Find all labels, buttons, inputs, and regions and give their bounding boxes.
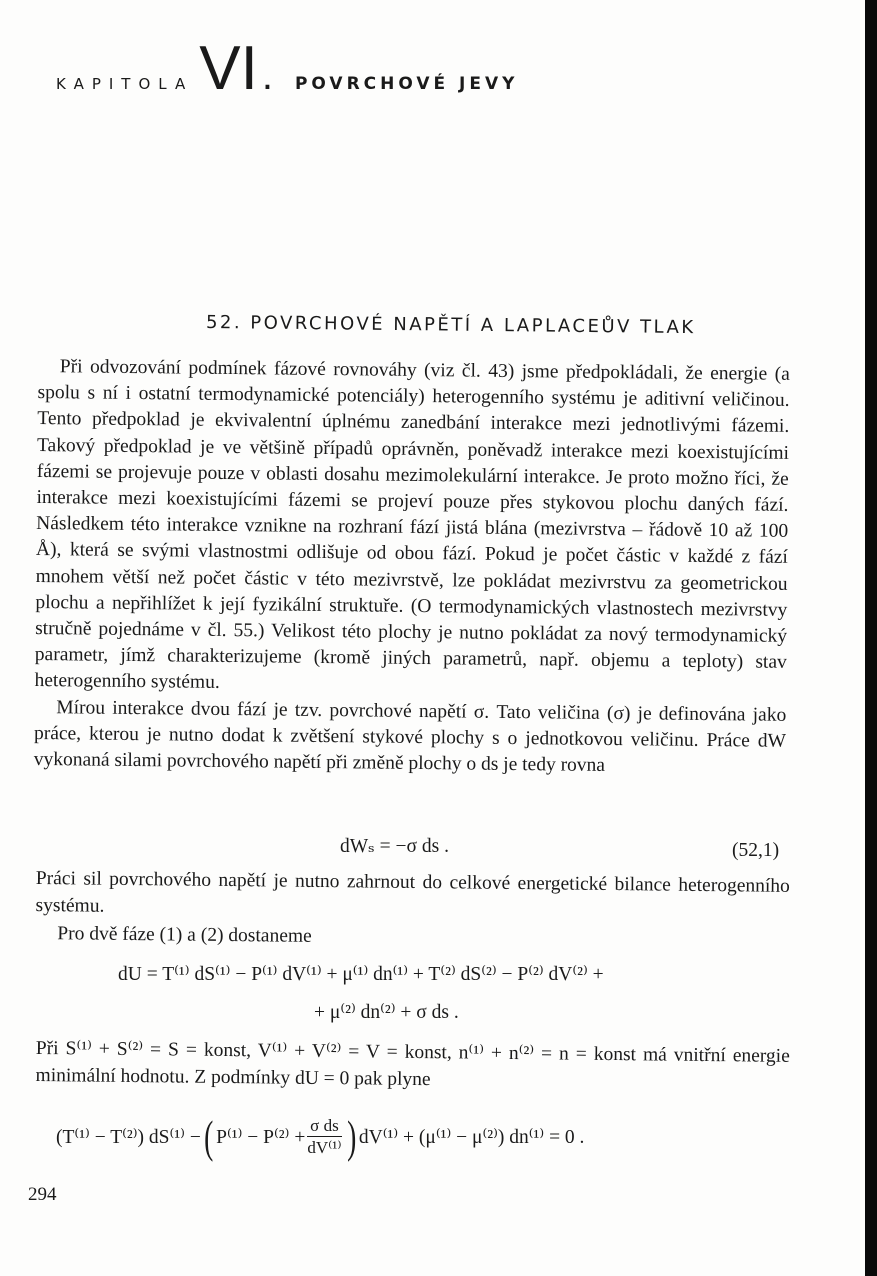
eq3-right: dV⁽¹⁾ + (μ⁽¹⁾ − μ⁽²⁾) dn⁽¹⁾ = 0 . [358,1127,585,1148]
equation-du-line2: + μ⁽²⁾ dn⁽²⁾ + σ ds . [314,1002,459,1023]
paragraph-3: Práci sil povrchového napětí je nutno zahrnout do celkové energetické bilance heterogenního systému. [35,867,790,917]
right-paren: ) [346,1111,356,1162]
fraction [307,1116,341,1158]
chapter-dot: . [261,54,273,98]
paragraph-block-2 [35,866,790,955]
fraction-denominator: dV⁽¹⁾ [307,1138,342,1157]
chapter-header [56,34,616,108]
paragraph-1: Při odvozování podmínek fázové rovnováhy (viz čl. 43) jsme předpokládali, že energie (a spolu s ní i ostatní termodynamické potenciály) heterogenního systému je aditivní veličinou. Tento předpoklad je ekvivalentní úplnému zanedbání interakce mezi jednotlivými fázemi. Takový předpoklad je ve většině případů oprávněn, poněvadž interakce mezi koexistujícími fázemi se projevuje pouze v oblasti dosahu mezimolekulární interakce. Je proto možno říci, že interakce mezi koexistujícími fázemi se projeví pouze přes stykovou plochu daných fází. Následkem této interakce vznikne na rozhraní fází jistá blána (mezivrstva – řádově 10 až 100 Å), která se svými vlastnostmi odlišuje od obou fází. Pokud je počet částic v každé z fází mnohem větší než počet částic v této mezivrstvě, lze pokládat mezivrstvu za geometrickou plochu a nepřihlížet k její fyzikální struktuře. (O termodynamických vlastnostech mezivrstvy stručně pojednáme v čl. 55.) Velikost této plochy je nutno pokládat za nový termodynamický parametr, jímž charakterizujeme (kromě jiných parametrů, např. objemu a teploty) stav heterogenního systému. [34,356,790,694]
eq3-left: (T⁽¹⁾ − T⁽²⁾) dS⁽¹⁾ − [56,1127,201,1148]
chapter-number: VI [199,34,258,103]
body-text-block [34,354,790,781]
paragraph-block-3 [35,1036,790,1097]
equation-number: (52,1) [732,840,780,861]
eq3-paren-inner: P⁽¹⁾ − P⁽²⁾ + [216,1127,306,1148]
section-heading: 52. POVRCHOVÉ NAPĚTÍ A LAPLACEŮV TLAK [205,312,696,339]
paragraph-2: Mírou interakce dvou fází je tzv. povrchové napětí σ. Tato veličina (σ) je definována jako práce, kterou je nutno dodat k zvětšení stykové plochy s o jednotkovou veličinu. Práce dW vykonaná silami povrchového napětí při změně plochy o ds je tedy rovna [33,696,787,777]
fraction-numerator: σ ds [310,1116,339,1135]
equation-du-line1: dU = T⁽¹⁾ dS⁽¹⁾ − P⁽¹⁾ dV⁽¹⁾ + μ⁽¹⁾ dn⁽¹⁾ + T⁽²⁾ dS⁽²⁾ − P⁽²⁾ dV⁽²⁾ + [118,964,604,985]
chapter-label: KAPITOLA [56,75,194,93]
left-paren: ( [203,1111,214,1162]
equation-52-1: dWₛ = −σ ds . [340,836,449,857]
chapter-title: POVRCHOVÉ JEVY [294,74,519,94]
equation-equilibrium [56,1111,585,1162]
scan-edge [865,0,877,1276]
page-number: 294 [28,1184,57,1205]
paragraph-4: Pro dvě fáze (1) a (2) dostaneme [57,923,312,947]
paragraph-5: Při S⁽¹⁾ + S⁽²⁾ = S = konst, V⁽¹⁾ + V⁽²⁾ = V = konst, n⁽¹⁾ + n⁽²⁾ = n = konst má vnitřní energie minimální hodnotu. Z podmínky dU = 0 pak plyne [35,1037,790,1090]
